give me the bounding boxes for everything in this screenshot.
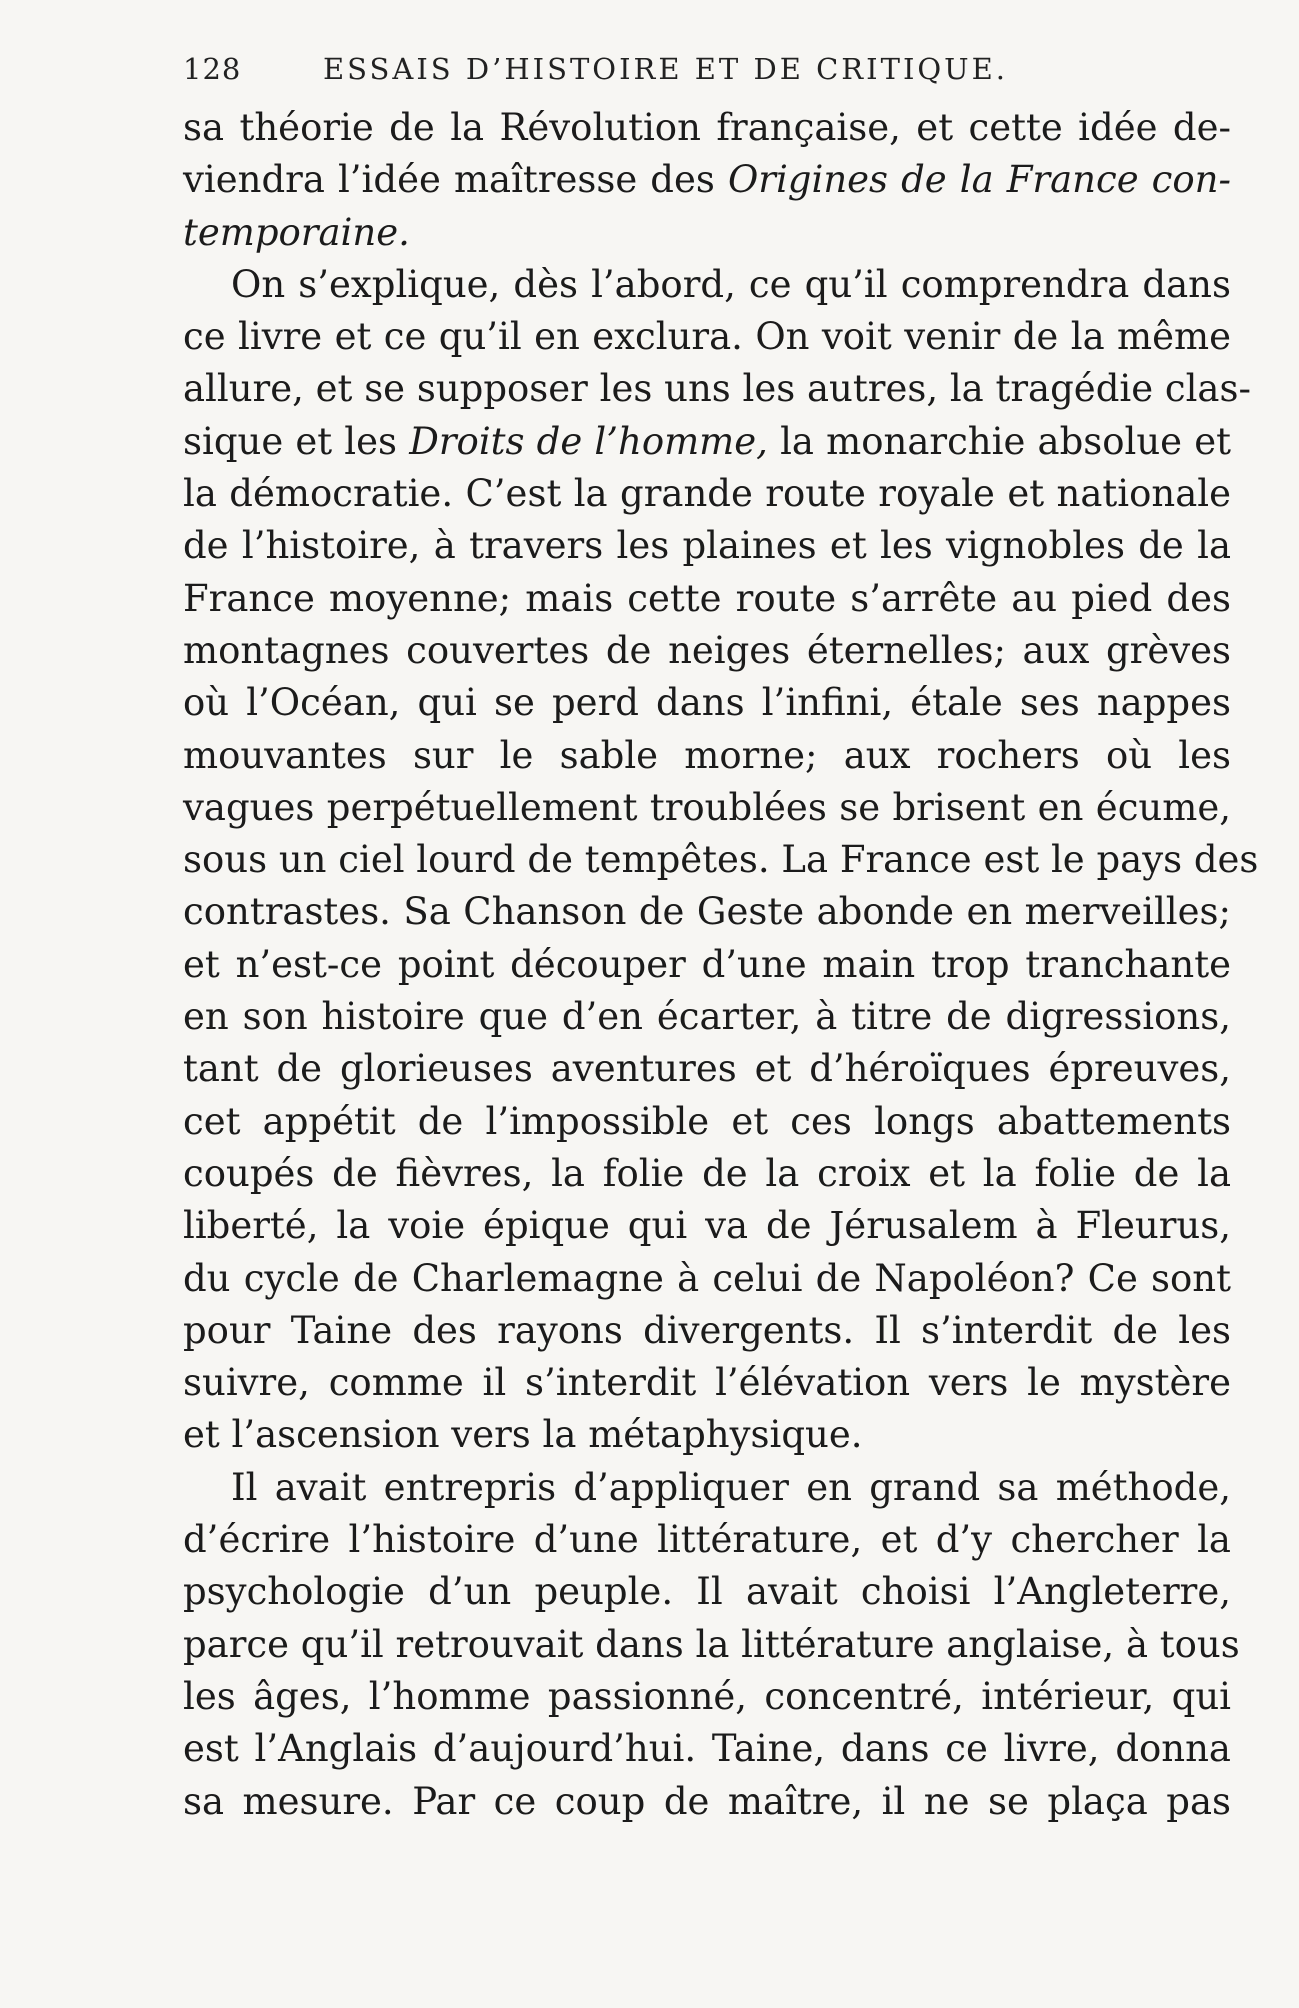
body-text: [183, 102, 1259, 1828]
text-line: [183, 1096, 1231, 1148]
text-line: [183, 939, 1231, 991]
italic-title: Origines de la France con-: [727, 158, 1231, 202]
text-segment: Il avait entrepris d’appliquer en grand sa méthode,: [231, 1465, 1231, 1509]
text-segment: viendra l’idée maîtresse des: [183, 158, 728, 202]
text-segment: coupés de fièvres, la folie de la croix et la folie de la: [183, 1151, 1231, 1195]
text-segment: liberté, la voie épique qui va de Jérusalem à Fleurus,: [183, 1204, 1231, 1248]
text-segment: les âges, l’homme passionné, concentré, intérieur, qui: [183, 1674, 1231, 1718]
text-line: [183, 1566, 1231, 1618]
text-segment: la monarchie absolue et: [767, 419, 1232, 463]
text-line: [183, 1776, 1231, 1828]
text-segment: contrastes. Sa Chanson de Geste abonde en merveilles;: [183, 890, 1231, 934]
text-segment: sique et les: [183, 419, 410, 463]
text-line: [183, 1619, 1240, 1671]
text-line: [183, 625, 1231, 677]
text-line: [183, 1200, 1231, 1252]
text-line: [183, 782, 1231, 834]
text-segment: du cycle de Charlemagne à celui de Napoléon? Ce sont: [183, 1256, 1231, 1300]
text-line: [183, 1671, 1231, 1723]
text-segment: parce qu’il retrouvait dans la littérature anglaise, à tous: [183, 1622, 1240, 1666]
text-segment: d’écrire l’histoire d’une littérature, et d’y chercher la: [183, 1518, 1231, 1562]
text-segment: et n’est-ce point découper d’une main trop tranchante: [183, 942, 1231, 986]
text-line: [183, 677, 1231, 729]
page-number: 128: [183, 52, 242, 86]
text-line: [183, 102, 1231, 154]
text-line: [183, 363, 1251, 415]
text-segment: cet appétit de l’impossible et ces longs abattements: [183, 1099, 1231, 1143]
text-segment: mouvantes sur le sable morne; aux rochers où les: [183, 733, 1231, 777]
text-line: [183, 1462, 1231, 1514]
text-segment: ce livre et ce qu’il en exclura. On voit venir de la même: [183, 315, 1231, 359]
text-line: [183, 1514, 1231, 1566]
text-line: [183, 1357, 1231, 1409]
text-segment: On s’explique, dès l’abord, ce qu’il comprendra dans: [231, 262, 1231, 306]
text-segment: France moyenne; mais cette route s’arrête au pied des: [183, 576, 1231, 620]
page-header: [183, 52, 1231, 96]
text-line: [183, 468, 1231, 520]
text-line: [183, 311, 1231, 363]
text-segment: vagues perpétuellement troublées se brisent en écume,: [183, 785, 1231, 829]
text-segment: en son histoire que d’en écarter, à titre de digressions,: [183, 995, 1231, 1039]
italic-title: temporaine.: [183, 210, 410, 254]
text-segment: où l’Océan, qui se perd dans l’infini, étale ses nappes: [183, 681, 1231, 725]
text-segment: sa mesure. Par ce coup de maître, il ne se plaça pas: [183, 1779, 1231, 1823]
text-line: [183, 834, 1259, 886]
text-line: [183, 573, 1231, 625]
text-line: [183, 1409, 1231, 1461]
text-segment: allure, et se supposer les uns les autres, la tragédie clas-: [183, 367, 1251, 411]
text-segment: sous un ciel lourd de tempêtes. La France est le pays des: [183, 838, 1259, 882]
text-segment: la démocratie. C’est la grande route royale et nationale: [183, 472, 1231, 516]
text-line: [183, 1305, 1231, 1357]
text-segment: et l’ascension vers la métaphysique.: [183, 1413, 863, 1457]
text-line: [183, 207, 1231, 259]
text-segment: psychologie d’un peuple. Il avait choisi l’Angleterre,: [183, 1570, 1231, 1614]
text-line: [183, 1723, 1231, 1775]
text-segment: sa théorie de la Révolution française, et cette idée de-: [183, 106, 1231, 149]
text-segment: pour Taine des rayons divergents. Il s’interdit de les: [183, 1308, 1231, 1352]
text-line: [183, 730, 1231, 782]
running-title: ESSAIS D’HISTOIRE ET DE CRITIQUE.: [323, 52, 1009, 86]
text-line: [183, 259, 1231, 311]
text-line: [183, 1253, 1231, 1305]
text-segment: tant de glorieuses aventures et d’héroïques épreuves,: [183, 1047, 1231, 1091]
text-line: [183, 1148, 1231, 1200]
text-line: [183, 886, 1231, 938]
text-segment: suivre, comme il s’interdit l’élévation vers le mystère: [183, 1361, 1231, 1405]
text-line: [183, 1043, 1231, 1095]
text-segment: est l’Anglais d’aujourd’hui. Taine, dans ce livre, donna: [183, 1727, 1231, 1771]
text-line: [183, 991, 1231, 1043]
italic-title: Droits de l’homme,: [409, 419, 768, 463]
text-segment: montagnes couvertes de neiges éternelles; aux grèves: [183, 628, 1231, 672]
text-segment: de l’histoire, à travers les plaines et les vignobles de la: [183, 524, 1231, 568]
text-line: [183, 416, 1231, 468]
text-line: [183, 154, 1231, 206]
text-line: [183, 520, 1231, 572]
